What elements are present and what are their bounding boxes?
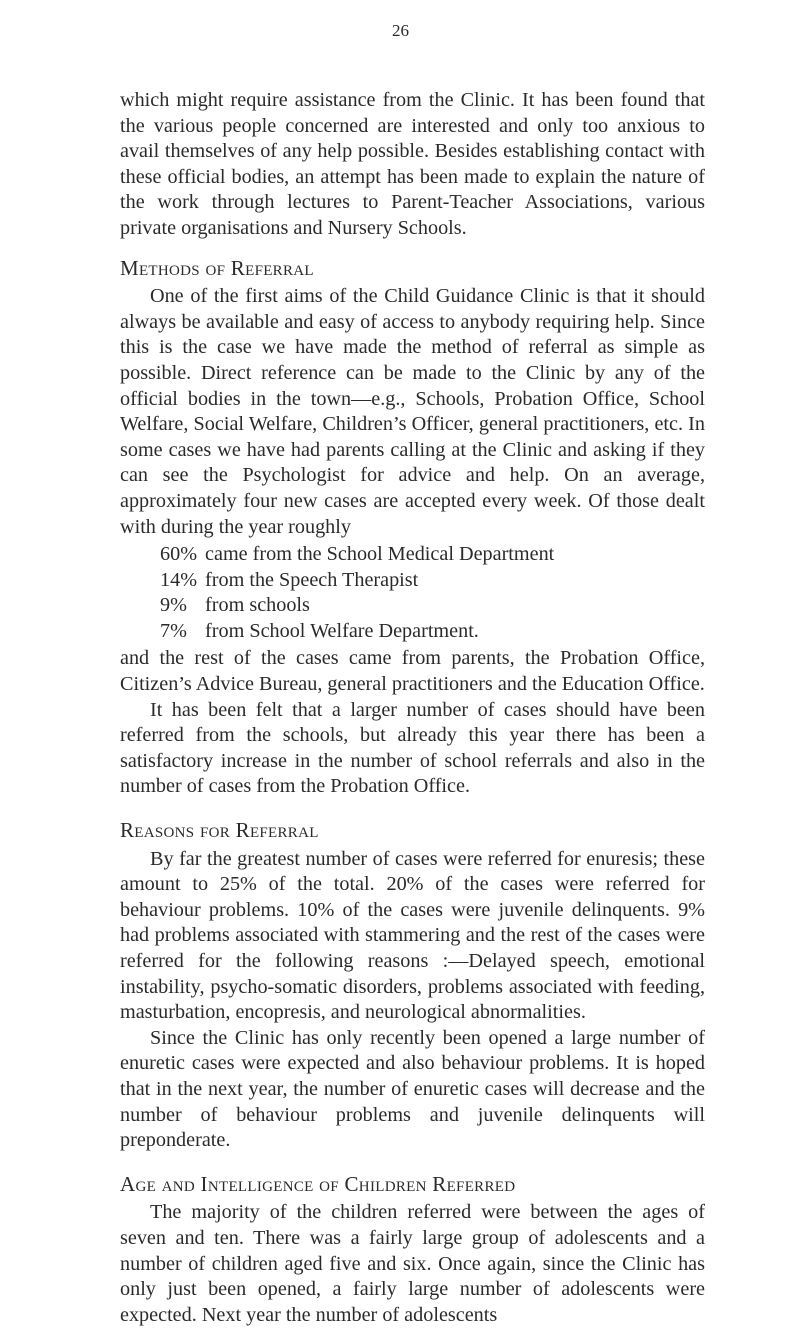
list-item-percent: 9% [160,594,187,617]
list-item [120,593,705,619]
list-item-percent: 60% [160,543,198,566]
reasons-paragraph-1: By far the greatest number of cases were referred for enuresis; these amount to 25% of the total. 20% of the cases were referred for behaviour problems. 10% of the cases were juvenile delinquents. 9% had problems associated with stammering and the rest of the cases were referred for the following reasons :—Delayed speech, emotional instability, psycho-somatic disorders, problems associated with feeding, masturbation, encopresis, and neurological abnormalities. [120,847,705,1024]
reasons-paragraph-2: Since the Clinic has only recently been opened a large number of enuretic cases were expected and also behaviour problems. It is hoped that in the next year, the number of enuretic cases will decrease and the number of behaviour problems and juvenile delinquents will preponderate. [120,1026,705,1152]
list-item-text: from the Speech Therapist [205,568,419,591]
list-item [120,542,705,568]
list-item-text: from schools [205,594,310,617]
list-item-text: from School Welfare Department. [205,619,479,642]
age-paragraph-1: The majority of the children referred were between the ages of seven and ten. There was a fairly large group of adolescents and a number of children aged five and six. Once again, since the Clinic has only just been opened, a fairly large number of adolescents were expected. Next year the number of adolescents [120,1201,705,1326]
section-heading-age: Age and Intelligence of Children Referred [120,1171,516,1196]
methods-paragraph-2: and the rest of the cases came from parents, the Probation Office, Citizen’s Advice Bureau, general practitioners and the Education Office. [120,647,705,696]
list-item [120,619,705,645]
text-column [120,88,705,1328]
list-item-text: came from the School Medical Department [205,543,555,566]
section-heading-methods: Methods of Referral [120,255,314,280]
list-item [120,568,705,594]
page-number: 26 [392,21,409,40]
list-item-percent: 14% [160,568,198,591]
referral-source-list [120,542,705,644]
methods-paragraph-3: It has been felt that a larger number of cases should have been referred from the schools, but already this year there has been a satisfactory increase in the number of school referrals and also in the number of cases from the Probation Office. [120,698,705,798]
intro-paragraph: which might require assistance from the Clinic. It has been found that the various people concerned are interested and only too anxious to avail themselves of any help possible. Besides establishing contact with these official bodies, an attempt has been made to explain the nature of the work through lectures to Parent-Teacher Associations, various private organisations and Nursery Schools. [120,89,705,239]
list-item-percent: 7% [160,619,187,642]
section-heading-reasons: Reasons for Referral [120,818,319,843]
methods-paragraph-1: One of the first aims of the Child Guidance Clinic is that it should always be available and easy of access to anybody requiring help. Since this is the case we have made the method of referral as simple as possible. Direct reference can be made to the Clinic by any of the official bodies in the town—e.g., Schools, Probation Office, School Welfare, Social Welfare, Children’s Officer, general practitioners, etc. In some cases we have had parents calling at the Clinic and asking if they can see the Psychologist for advice and help. On an average, approximately four new cases are accepted every week. Of those dealt with during the year roughly [120,285,705,538]
